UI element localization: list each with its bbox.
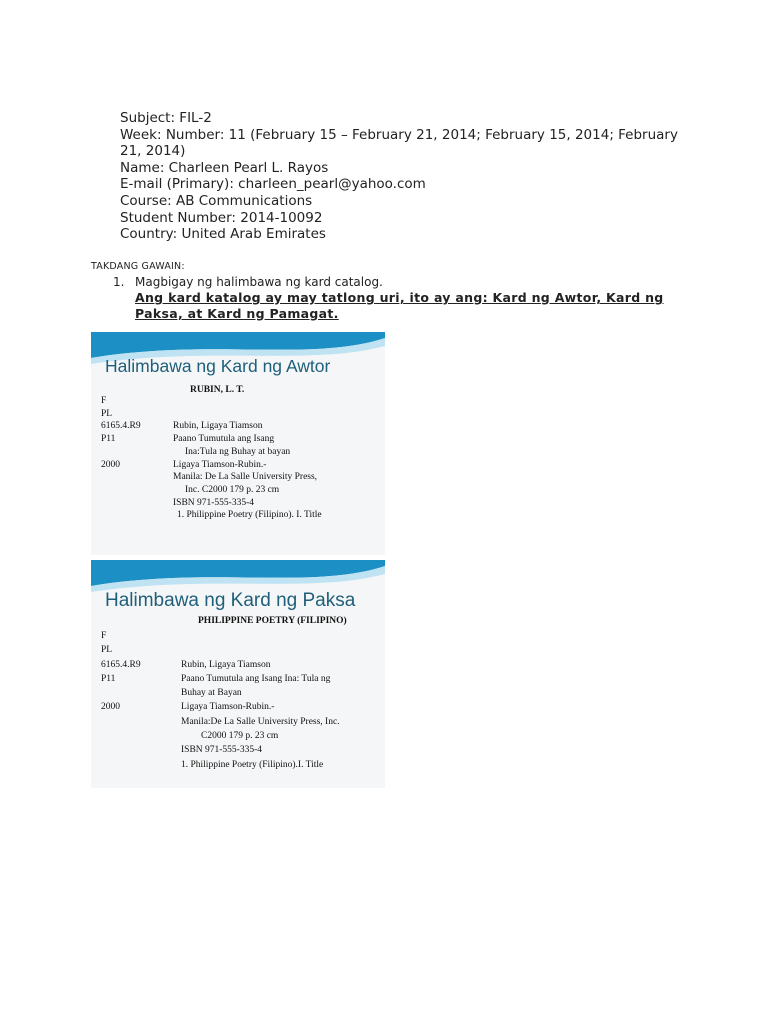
- call-number: F: [101, 631, 107, 641]
- call-number: [101, 715, 181, 729]
- name-line: Name: Charleen Pearl L. Rayos: [120, 159, 329, 176]
- card-row: [101, 758, 340, 772]
- card-row: [101, 686, 340, 700]
- week-line-cont: 21, 2014): [120, 143, 186, 160]
- week-line: Week: Number: 11 (February 15 – February 21, 2014; February 15, 2014; February: [120, 126, 678, 143]
- call-number: [101, 497, 173, 510]
- call-number: [101, 729, 181, 743]
- task-label: TAKDANG GAWAIN:: [91, 261, 185, 272]
- card-row: [101, 459, 322, 472]
- card-row: [101, 395, 322, 408]
- country-line: Country: United Arab Emirates: [120, 226, 326, 243]
- call-number: [101, 509, 173, 522]
- call-number: P11: [101, 434, 116, 445]
- card-row: [101, 729, 340, 743]
- author-card-image: [91, 332, 385, 555]
- call-number: 6165.4.R9: [101, 659, 141, 670]
- course-line: Course: AB Communications: [120, 192, 313, 209]
- entry-text: Rubin, Ligaya Tiamson: [181, 659, 271, 670]
- card-row: [101, 484, 322, 497]
- item-text: Magbigay ng halimbawa ng kard catalog.: [135, 275, 383, 289]
- card-row: [101, 420, 322, 433]
- call-number: [101, 484, 173, 497]
- entry-text: Paano Tumutula ang Isang: [173, 434, 275, 445]
- card-row: [101, 743, 340, 757]
- card-row: [101, 715, 340, 729]
- entry-text: 1. Philippine Poetry (Filipino). I. Title: [177, 510, 322, 521]
- statement-line: Paksa, at Kard ng Pamagat.: [135, 305, 339, 321]
- item-number: 1.: [113, 275, 125, 289]
- subject-card-image: [91, 560, 385, 788]
- call-number: [101, 758, 181, 772]
- entry-text: C2000 179 p. 23 cm: [201, 731, 279, 742]
- call-number: [101, 743, 181, 757]
- entry-text: Inc. C2000 179 p. 23 cm: [185, 484, 280, 495]
- call-number: [101, 471, 173, 484]
- call-number: PL: [101, 645, 113, 656]
- call-number: [101, 446, 173, 459]
- card-row: [101, 629, 340, 643]
- call-number: 6165.4.R9: [101, 421, 141, 432]
- card-rows: [101, 629, 340, 772]
- card-row: [101, 408, 322, 421]
- card-row: [101, 433, 322, 446]
- card-row: [101, 672, 340, 686]
- entry-text: Manila: De La Salle University Press,: [173, 472, 318, 483]
- call-number: 2000: [101, 459, 120, 470]
- card-row: [101, 700, 340, 714]
- card-row: [101, 509, 322, 522]
- student-number-line: Student Number: 2014-10092: [120, 209, 323, 226]
- entry-text: 1. Philippine Poetry (Filipino).I. Title: [181, 759, 324, 770]
- statement-line: Ang kard katalog ay may tatlong uri, ito ay ang: Kard ng Awtor, Kard ng: [135, 290, 664, 305]
- card-row: [101, 471, 322, 484]
- entry-text: Paano Tumutula ang Isang Ina: Tula ng: [181, 673, 331, 684]
- assignment-header: [120, 110, 690, 243]
- list-item: [113, 275, 383, 289]
- entry-text: Ina:Tula ng Buhay at bayan: [185, 446, 291, 457]
- entry-text: ISBN 971-555-335-4: [173, 497, 255, 508]
- card-row: [101, 643, 340, 657]
- card-heading: PHILIPPINE POETRY (FILIPINO): [198, 616, 347, 626]
- entry-text: Ligaya Tiamson-Rubin.-: [173, 459, 267, 470]
- entry-text: Buhay at Bayan: [181, 688, 242, 699]
- call-number: [101, 686, 181, 700]
- email-line: E-mail (Primary): charleen_pearl@yahoo.com: [120, 176, 426, 193]
- card-heading: RUBIN, L. T.: [190, 385, 245, 395]
- subject-line: Subject: FIL-2: [120, 110, 212, 126]
- card-row: [101, 446, 322, 459]
- entry-text: Ligaya Tiamson-Rubin.-: [181, 702, 275, 713]
- card-row: [101, 658, 340, 672]
- call-number: F: [101, 396, 107, 406]
- answer-statement: [135, 290, 675, 321]
- card-title: Halimbawa ng Kard ng Awtor: [105, 356, 331, 376]
- call-number: P11: [101, 673, 116, 684]
- card-title: Halimbawa ng Kard ng Paksa: [105, 590, 356, 611]
- card-rows: [101, 395, 322, 522]
- call-number: PL: [101, 408, 113, 419]
- entry-text: Manila:De La Salle University Press, Inc.: [181, 716, 340, 727]
- entry-text: Rubin, Ligaya Tiamson: [173, 421, 263, 432]
- card-row: [101, 497, 322, 510]
- call-number: 2000: [101, 702, 120, 713]
- entry-text: ISBN 971-555-335-4: [181, 745, 263, 756]
